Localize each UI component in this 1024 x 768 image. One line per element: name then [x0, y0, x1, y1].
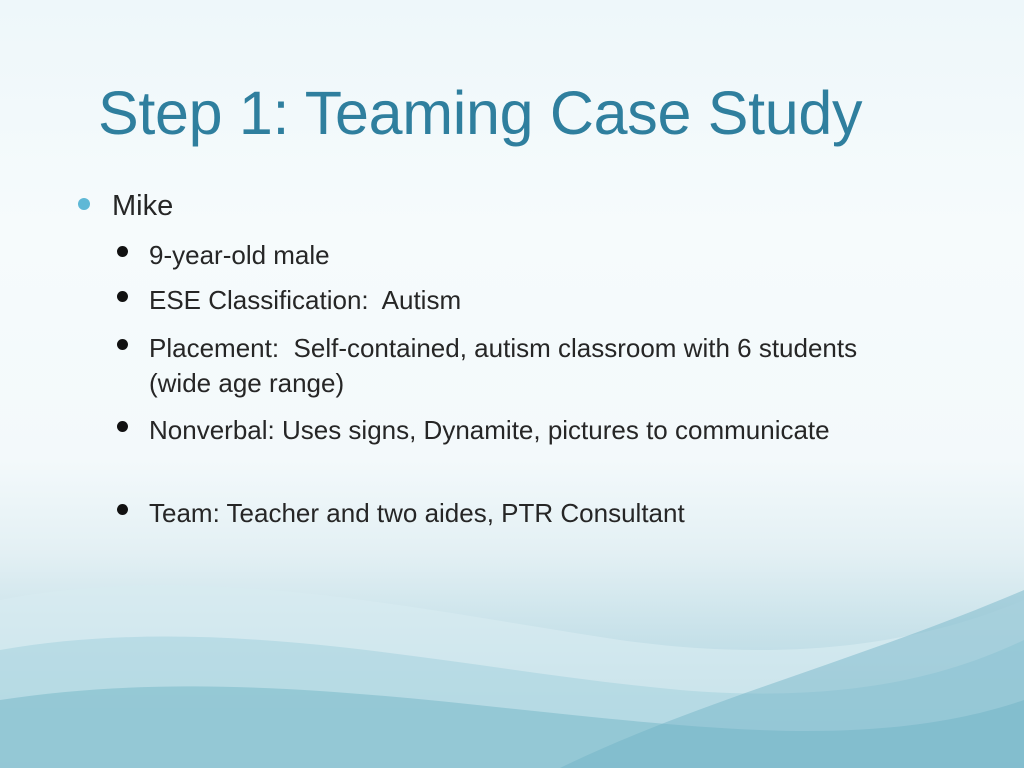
- sub-bullet-dot-icon: [117, 421, 128, 432]
- sub-bullet-dot-icon: [117, 246, 128, 257]
- sub-bullet-text: Nonverbal: Uses signs, Dynamite, pictures to communicate: [149, 415, 830, 445]
- sub-bullet-dot-icon: [117, 291, 128, 302]
- sub-bullet-text: Placement: Self-contained, autism classroom with 6 students (wide age range): [149, 333, 865, 398]
- bullet-dot-icon: [78, 198, 90, 210]
- bullet-text: Mike: [112, 190, 174, 222]
- sub-bullet-text: Team: Teacher and two aides, PTR Consultant: [149, 498, 685, 528]
- sub-bullet-dot-icon: [117, 504, 128, 515]
- sub-bullet-dot-icon: [117, 339, 128, 350]
- sub-bullet-text: ESE Classification: Autism: [149, 285, 462, 315]
- sub-bullet-text: 9-year-old male: [149, 240, 330, 270]
- slide-title: Step 1: Teaming Case Study: [98, 79, 863, 147]
